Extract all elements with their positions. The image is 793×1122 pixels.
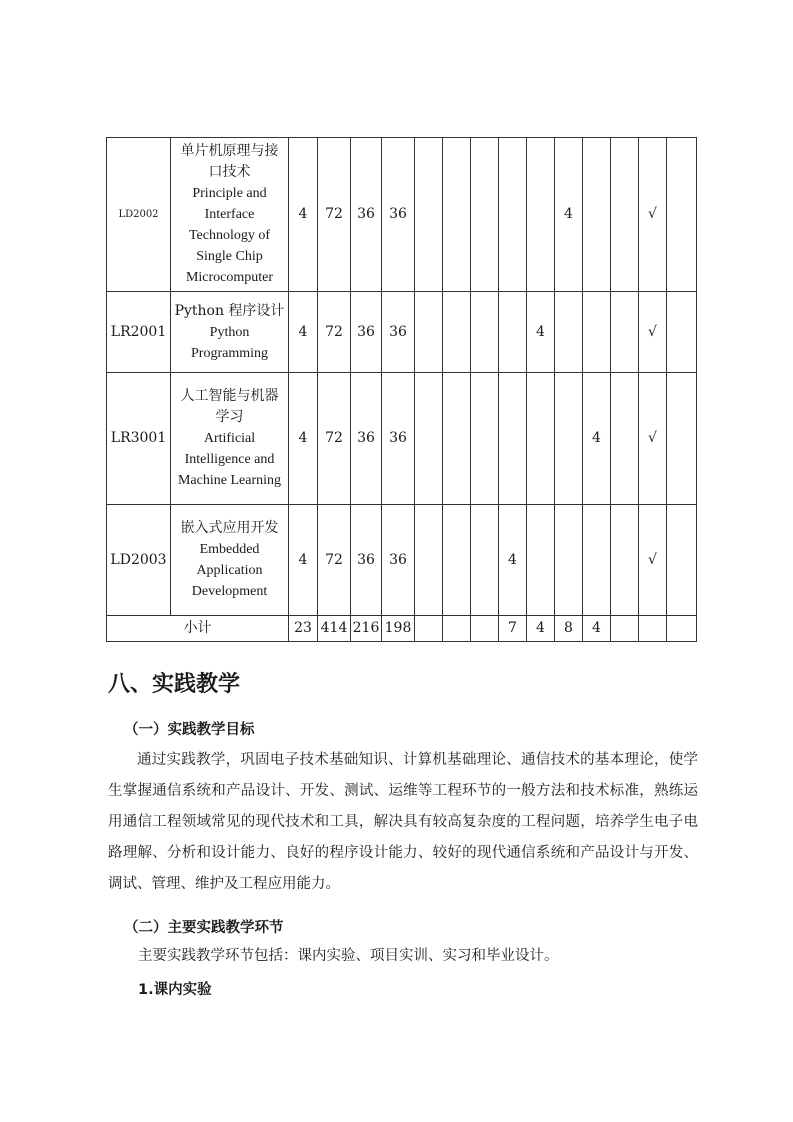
- course-code-cell: LD2002: [107, 138, 171, 292]
- table-cell: [667, 292, 697, 373]
- item-title-lab: 1.课内实验: [138, 982, 212, 998]
- course-name-en-line: Intelligence and: [184, 452, 275, 467]
- course-name-en-line: Embedded: [199, 542, 260, 557]
- table-cell: [415, 505, 443, 616]
- table-cell: [527, 505, 555, 616]
- subtotal-cell: 8: [555, 616, 583, 642]
- table-body: [107, 138, 697, 642]
- goals-paragraph: 通过实践教学，巩固电子技术基础知识、计算机基础理论、通信技术的基本理论，使学生掌握通信系统和产品设计、开发、测试、运维等工程环节的一般方法和技术标准，熟练运用通信工程领域常见的现代技术和工具，解决具有较高复杂度的工程问题，培养学生电子电路理解、分析和设计能力、良好的程序设计能力、较好的现代通信系统和产品设计与开发、调试、管理、维护及工程应用能力。: [108, 752, 698, 892]
- course-name-en-line: Python: [209, 324, 250, 340]
- table-cell: [667, 373, 697, 505]
- table-cell: [415, 138, 443, 292]
- table-cell: 4: [289, 292, 318, 373]
- subtotal-cell: [471, 616, 499, 642]
- table-cell: [471, 505, 499, 616]
- table-cell: 36: [382, 292, 415, 373]
- table-cell: √: [639, 138, 667, 292]
- course-name-cell: [171, 138, 289, 292]
- table-cell: 36: [351, 373, 382, 505]
- table-cell: [443, 292, 471, 373]
- course-name-en-line: Machine Learning: [177, 473, 281, 488]
- course-name-en-line: Application: [196, 563, 263, 578]
- subtotal-label: 小计: [107, 616, 289, 642]
- table-cell: 72: [318, 138, 351, 292]
- subtotal-cell: 414: [318, 616, 351, 642]
- table-cell: 4: [499, 505, 527, 616]
- subtotal-cell: [611, 616, 639, 642]
- subtotal-cell: 4: [583, 616, 611, 642]
- table-cell: 4: [289, 138, 318, 292]
- subtotal-cell: [639, 616, 667, 642]
- table-row: [107, 505, 697, 616]
- table-cell: [611, 505, 639, 616]
- table-cell: 72: [318, 373, 351, 505]
- subtotal-cell: 7: [499, 616, 527, 642]
- table-cell: [667, 505, 697, 616]
- table-cell: [499, 292, 527, 373]
- course-name-en-line: Interface: [204, 207, 255, 222]
- table-cell: [471, 373, 499, 505]
- course-name-en-line: Development: [191, 584, 268, 599]
- table-cell: [499, 138, 527, 292]
- course-name-cell: [171, 373, 289, 505]
- table-cell: [443, 505, 471, 616]
- course-name-cn-line: 人工智能与机器: [180, 388, 279, 404]
- table-cell: [611, 292, 639, 373]
- course-name-cn-line: 单片机原理与接: [180, 143, 279, 159]
- subtotal-cell: 23: [289, 616, 318, 642]
- table-cell: 72: [318, 505, 351, 616]
- course-name-en-line: Technology of: [188, 228, 271, 243]
- course-name-cn-line: 学习: [215, 409, 244, 425]
- table-cell: [415, 292, 443, 373]
- table-cell: 4: [289, 373, 318, 505]
- subtotal-cell: 4: [527, 616, 555, 642]
- table-cell: [471, 292, 499, 373]
- table-cell: 4: [555, 138, 583, 292]
- course-name-en-line: Artificial: [203, 431, 256, 446]
- table-cell: √: [639, 292, 667, 373]
- table-cell: [555, 373, 583, 505]
- course-name-en-line: Principle and: [192, 186, 267, 201]
- table-cell: [443, 373, 471, 505]
- table-row: [107, 373, 697, 505]
- table-cell: 36: [351, 292, 382, 373]
- course-name-en-line: Single Chip: [196, 249, 263, 264]
- table-cell: [527, 373, 555, 505]
- table-cell: √: [639, 373, 667, 505]
- course-table: [106, 137, 697, 642]
- table-cell: 4: [583, 373, 611, 505]
- table-cell: [583, 505, 611, 616]
- table-cell: 36: [351, 138, 382, 292]
- table-cell: [667, 138, 697, 292]
- table-cell: [415, 373, 443, 505]
- subtotal-cell: [443, 616, 471, 642]
- course-code-cell: LR2001: [107, 292, 171, 373]
- course-name-cn-line: 嵌入式应用开发: [180, 520, 279, 536]
- table-cell: [555, 505, 583, 616]
- subtotal-cell: 198: [382, 616, 415, 642]
- table-cell: 36: [351, 505, 382, 616]
- course-name-en-line: Programming: [191, 345, 268, 361]
- course-name-en-line: Microcomputer: [185, 270, 274, 285]
- subtotal-row: [107, 616, 697, 642]
- subtotal-cell: 216: [351, 616, 382, 642]
- table-cell: [611, 373, 639, 505]
- table-cell: 36: [382, 138, 415, 292]
- subtotal-cell: [667, 616, 697, 642]
- course-code-cell: LR3001: [107, 373, 171, 505]
- table-cell: 4: [527, 292, 555, 373]
- table-row: [107, 292, 697, 373]
- table-cell: [443, 138, 471, 292]
- table-row: [107, 138, 697, 292]
- course-name-cn-line: Python 程序设计: [174, 302, 285, 319]
- subtotal-cell: [415, 616, 443, 642]
- table-cell: √: [639, 505, 667, 616]
- course-name-cn-line: 口技术: [208, 164, 251, 180]
- subsection-title-main-links: （二）主要实践教学环节: [124, 920, 284, 936]
- main-links-paragraph: 主要实践教学环节包括：课内实验、项目实训、实习和毕业设计。: [138, 948, 559, 964]
- table-cell: 72: [318, 292, 351, 373]
- section-title: 八、实践教学: [108, 672, 241, 697]
- table-cell: 4: [289, 505, 318, 616]
- table-cell: [583, 138, 611, 292]
- table-cell: 36: [382, 373, 415, 505]
- table-cell: [583, 292, 611, 373]
- course-code-cell: LD2003: [107, 505, 171, 616]
- table-cell: [611, 138, 639, 292]
- subsection-title-goals: （一）实践教学目标: [124, 722, 255, 738]
- table-cell: [527, 138, 555, 292]
- course-name-cell: [171, 505, 289, 616]
- course-name-cell: [171, 292, 289, 373]
- table-cell: [555, 292, 583, 373]
- table-cell: [499, 373, 527, 505]
- table-cell: 36: [382, 505, 415, 616]
- table-cell: [471, 138, 499, 292]
